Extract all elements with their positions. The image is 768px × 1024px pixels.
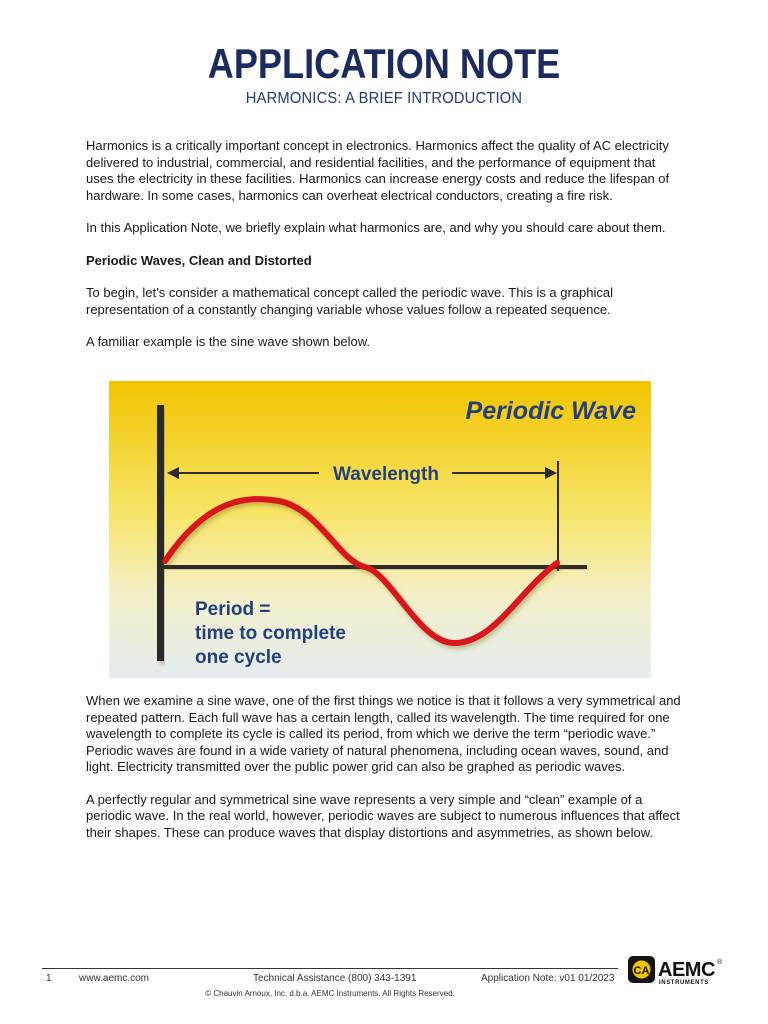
page-subtitle: HARMONICS: A BRIEF INTRODUCTION [245, 90, 523, 107]
figure-title: Periodic Wave [465, 397, 636, 425]
explanation-content [86, 693, 682, 857]
explanation-paragraph-1: When we examine a sine wave, one of the first things we notice is that it follows a very symmetrical and repeated pattern. Each full wave has a certain length, called its wavelength. The time required for one wavelength to complete its cycle is called its period, from which we derive the term “periodic wave.” Periodic waves are found in a wide variety of natural phenomena, including ocean waves, sound, and light. Electricity transmitted over the public power grid can also be graphed as periodic waves. [86, 693, 681, 774]
vertical-axis [157, 405, 164, 661]
periodic-wave-figure [109, 381, 651, 678]
footer-website-link[interactable]: www.aemc.com [79, 973, 150, 984]
period-label-line-2: time to complete [195, 623, 346, 644]
page-title: APPLICATION NOTE [207, 40, 561, 87]
section-paragraph-1: To begin, let’s consider a mathematical concept called the periodic wave. This is a graphical representation of a constantly changing variable whose values follow a repeated sequence. [86, 285, 614, 317]
footer-divider [42, 968, 618, 969]
logo-ca-mark: CA [633, 965, 650, 977]
page-number: 1 [46, 973, 52, 984]
period-label-line-1: Period = [195, 599, 271, 620]
logo-text: AEMC [658, 959, 715, 981]
logo-registered: ® [717, 959, 723, 966]
logo-subtext: INSTRUMENTS [659, 980, 709, 986]
horizontal-axis [164, 565, 587, 569]
explanation-paragraph-2: A perfectly regular and symmetrical sine wave represents a very simple and “clean” example of a periodic wave. In the real world, however, periodic waves are subject to numerous influences that affect their shapes. These can produce waves that display distortions and asymmetries, as shown below. [86, 791, 680, 840]
period-label-line-3: one cycle [195, 647, 282, 668]
aemc-logo [628, 955, 728, 987]
footer-tech-assistance: Technical Assistance (800) 343-1391 [253, 973, 417, 984]
periodic-wave-illustration [109, 381, 651, 678]
intro-content [86, 138, 682, 367]
intro-paragraph-1: Harmonics is a critically important concept in electronics. Harmonics affect the quality of AC electricity delivered to industrial, commercial, and residential facilities, and the performance of equipment that uses the electricity in these facilities. Harmonics can increase energy costs and reduce the lifespan of hardware. In some cases, harmonics can overheat electrical conductors, creating a fire risk. [86, 138, 670, 203]
section-paragraph-2: A familiar example is the sine wave shown below. [86, 334, 370, 349]
intro-paragraph-2: In this Application Note, we briefly explain what harmonics are, and why you should care about them. [86, 220, 666, 235]
section-heading: Periodic Waves, Clean and Distorted [86, 252, 312, 268]
footer-copyright: © Chauvin Arnoux, Inc. d.b.a. AEMC Instruments. All Rights Reserved. [205, 989, 455, 998]
footer-version: Application Note: v01 01/2023 [481, 973, 615, 984]
aemc-logo-graphic [628, 955, 728, 987]
wavelength-label: Wavelength [333, 464, 439, 485]
